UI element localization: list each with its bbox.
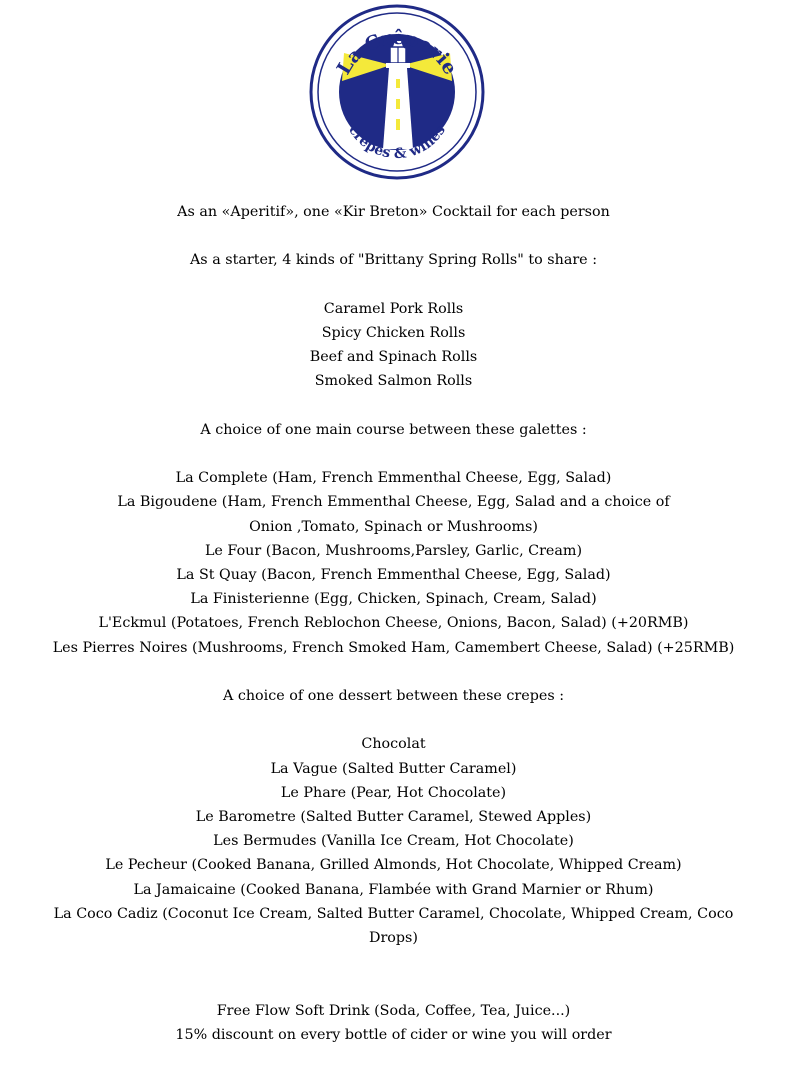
dessert-item: La Coco Cadiz (Coconut Ice Cream, Salted Butter Caramel, Chocolate, Whipped Cream, Coco <box>53 905 734 922</box>
main-course-item: L'Eckmul (Potatoes, French Reblochon Cheese, Onions, Bacon, Salad) (+20RMB) <box>98 615 689 632</box>
starter-item: Spicy Chicken Rolls <box>321 324 466 341</box>
logo-tagline: crêpes & wines <box>345 122 449 163</box>
dessert-item: La Jamaicaine (Cooked Banana, Flambée with Grand Marnier or Rhum) <box>133 881 654 898</box>
logo-brand-name: La Crêperie <box>332 26 462 79</box>
dessert-intro: A choice of one dessert between these crepes : <box>222 687 565 704</box>
main-course-item: Onion ,Tomato, Spinach or Mushrooms) <box>249 518 538 535</box>
dessert-item: La Vague (Salted Butter Caramel) <box>270 760 517 777</box>
main-course-item: Le Four (Bacon, Mushrooms,Parsley, Garlic, Cream) <box>204 542 583 559</box>
dessert-item: Le Barometre (Salted Butter Caramel, Stewed Apples) <box>195 808 592 825</box>
starter-item: Beef and Spinach Rolls <box>309 349 478 366</box>
starter-intro: As a starter, 4 kinds of "Brittany Spring Rolls" to share : <box>189 252 598 269</box>
starter-item: Caramel Pork Rolls <box>323 300 464 317</box>
main-course-item: La Complete (Ham, French Emmenthal Cheese, Egg, Salad) <box>175 470 612 487</box>
starter-item: Smoked Salmon Rolls <box>314 373 473 390</box>
main-course-item: La St Quay (Bacon, French Emmenthal Cheese, Egg, Salad) <box>176 566 611 583</box>
la-creperie-logo <box>308 3 486 181</box>
dessert-item: Le Phare (Pear, Hot Chocolate) <box>280 784 507 801</box>
soft-drink-line: Free Flow Soft Drink (Soda, Coffee, Tea, Juice...) <box>216 1002 571 1019</box>
dessert-item: Les Bermudes (Vanilla Ice Cream, Hot Chocolate) <box>213 833 574 850</box>
main-course-item: La Finisterienne (Egg, Chicken, Spinach, Cream, Salad) <box>190 591 597 608</box>
aperitif-line: As an «Aperitif», one «Kir Breton» Cocktail for each person <box>177 204 610 220</box>
main-course-item: Les Pierres Noires (Mushrooms, French Smoked Ham, Camembert Cheese, Salad) (+25RMB) <box>52 639 735 656</box>
main-course-item: La Bigoudene (Ham, French Emmenthal Cheese, Egg, Salad and a choice of <box>117 494 670 511</box>
dessert-item: Chocolat <box>361 736 426 753</box>
set-menu <box>0 200 787 1047</box>
discount-line: 15% discount on every bottle of cider or wine you will order <box>175 1026 612 1043</box>
dessert-item: Drops) <box>369 930 418 946</box>
dessert-item: Le Pecheur (Cooked Banana, Grilled Almonds, Hot Chocolate, Whipped Cream) <box>105 857 682 874</box>
main-course-intro: A choice of one main course between these galettes : <box>200 421 587 438</box>
